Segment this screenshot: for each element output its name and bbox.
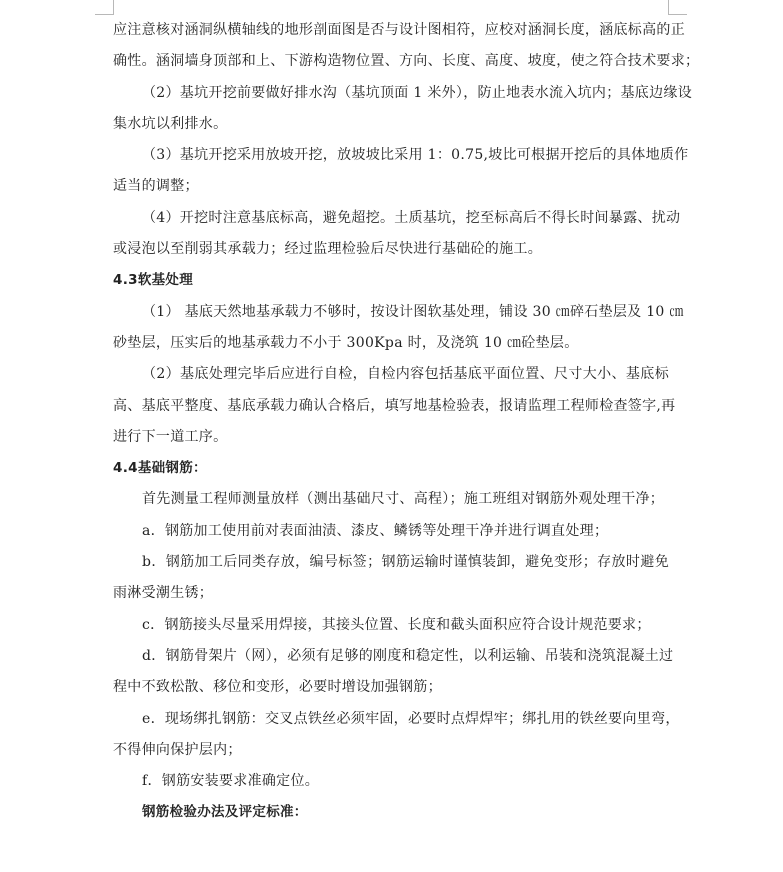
paragraph-line: 砂垫层，压实后的地基承载力不小于 300Kpa 时，及浇筑 10 ㎝砼垫层。 [113, 334, 579, 351]
margin-corner-mark-right [668, 0, 687, 15]
paragraph-line: b．钢筋加工后同类存放，编号标签；钢筋运输时谨慎装卸，避免变形；存放时避免 [142, 554, 669, 571]
section-heading: 4.3软基处理 [113, 272, 194, 289]
paragraph-line: 确性。涵洞墙身顶部和上、下游构造物位置、方向、长度、高度、坡度，使之符合技术要求； [113, 53, 700, 70]
margin-corner-mark-left [95, 0, 114, 15]
paragraph-line: f．钢筋安装要求准确定位。 [142, 773, 320, 790]
paragraph-line: 集水坑以利排水。 [113, 115, 228, 132]
paragraph-line: （3）基坑开挖采用放坡开挖，放坡坡比采用 1：0.75,坡比可根据开挖后的具体地质作 [142, 147, 689, 164]
paragraph-line: 雨淋受潮生锈； [113, 585, 214, 602]
paragraph-line: c．钢筋接头尽量采用焊接，其接头位置、长度和截头面积应符合设计规范要求； [142, 616, 651, 633]
paragraph-line: 首先测量工程师测量放样（测出基础尺寸、高程）；施工班组对钢筋外观处理干净； [142, 491, 665, 508]
paragraph-line: 不得伸向保护层内； [113, 741, 242, 758]
paragraph-line: 进行下一道工序。 [113, 428, 228, 445]
paragraph-line: （2）基坑开挖前要做好排水沟（基坑顶面 1 米外），防止地表水流入坑内；基底边缘设 [142, 84, 693, 101]
section-heading: 钢筋检验办法及评定标准： [142, 804, 308, 821]
paragraph-line: （1） 基底天然地基承载力不够时，按设计图软基处理，铺设 30 ㎝碎石垫层及 10 ㎝ [142, 303, 684, 320]
document-body [113, 15, 700, 829]
paragraph-line: （4）开挖时注意基底标高，避免超挖。土质基坑，挖至标高后不得长时间暴露、扰动 [142, 209, 681, 226]
paragraph-line: （2）基底处理完毕后应进行自检，自检内容包括基底平面位置、尺寸大小、基底标 [142, 366, 669, 383]
paragraph-line: e．现场绑扎钢筋：交叉点铁丝必须牢固，必要时点焊焊牢；绑扎用的铁丝要向里弯， [142, 710, 680, 727]
section-heading: 4.4基础钢筋： [113, 460, 207, 477]
paragraph-line: 适当的调整； [113, 178, 199, 195]
paragraph-line: a．钢筋加工使用前对表面油渍、漆皮、鳞锈等处理干净并进行调直处理； [142, 522, 609, 539]
paragraph-line: 高、基底平整度、基底承载力确认合格后，填写地基检验表，报请监理工程师检查签字,再 [113, 397, 676, 414]
paragraph-line: d．钢筋骨架片（网），必须有足够的刚度和稳定性，以利运输、吊装和浇筑混凝土过 [142, 647, 674, 664]
paragraph-line: 程中不致松散、移位和变形，必要时增设加强钢筋； [113, 679, 442, 696]
paragraph-line: 应注意核对涵洞纵横轴线的地形剖面图是否与设计图相符，应校对涵洞长度，涵底标高的正 [113, 22, 685, 38]
paragraph-line: 或浸泡以至削弱其承载力；经过监理检验后尽快进行基础砼的施工。 [113, 241, 542, 258]
